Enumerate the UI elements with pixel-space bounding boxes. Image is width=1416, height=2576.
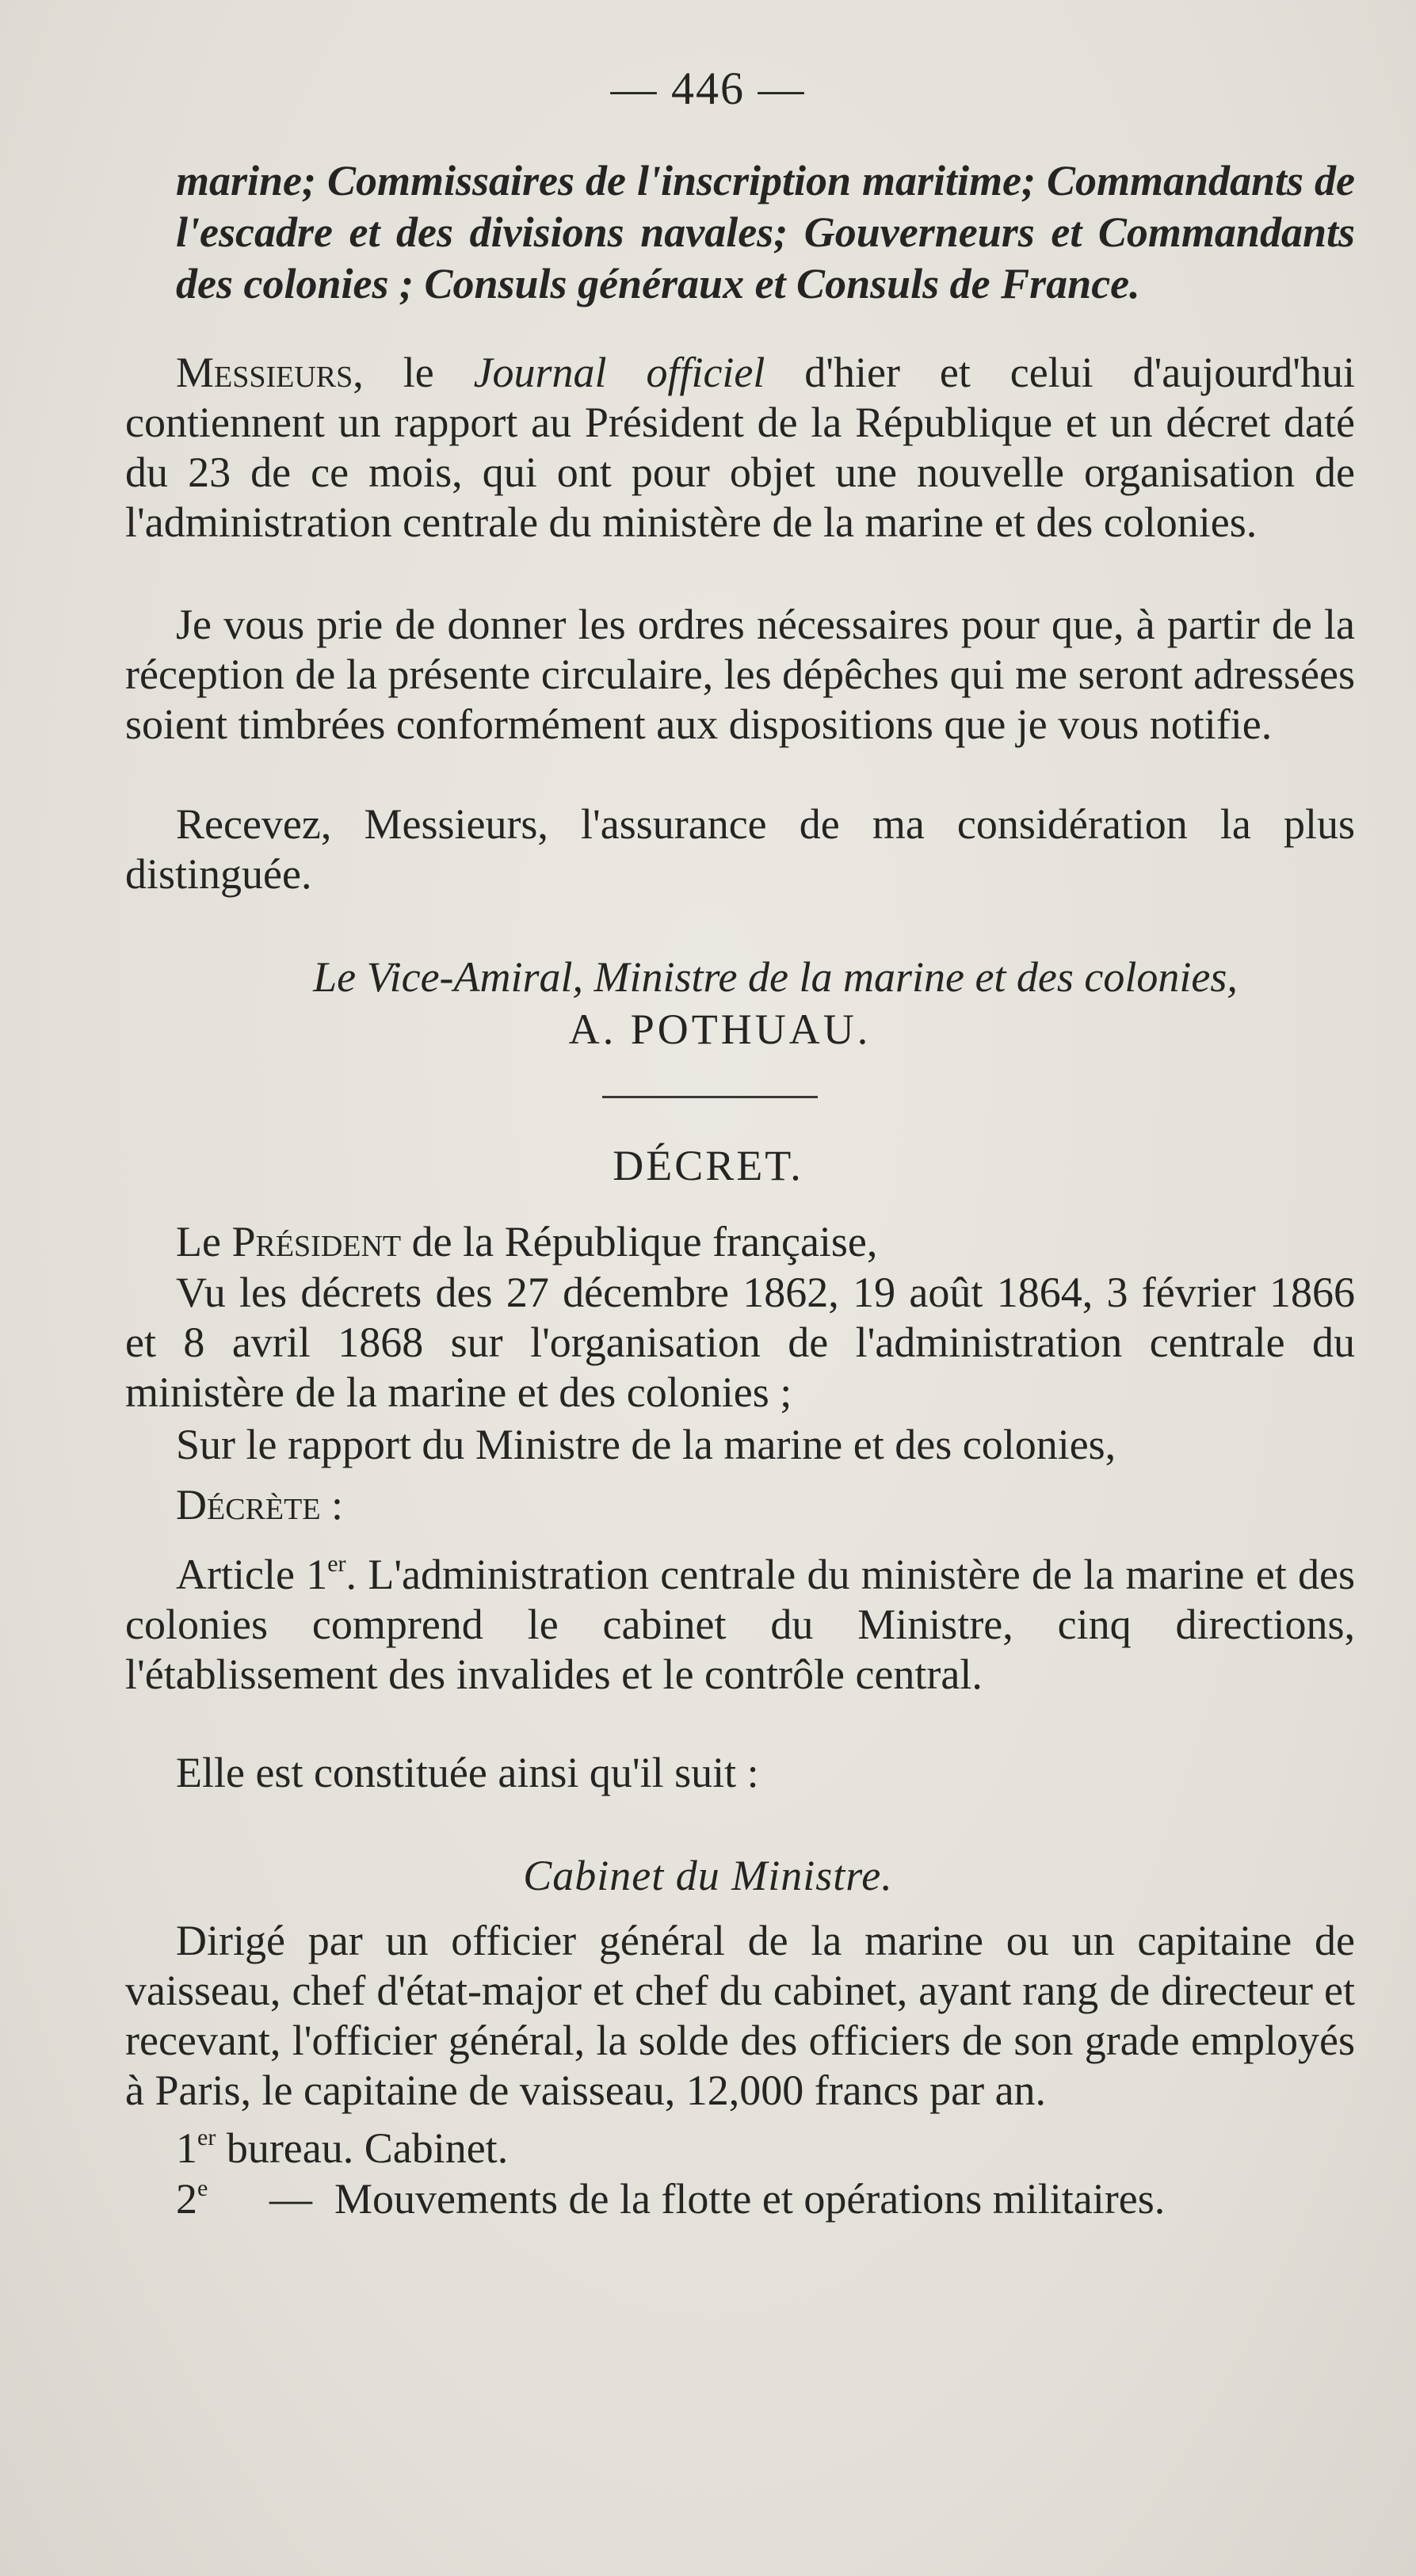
page-number: — 446 — bbox=[610, 63, 806, 114]
decree-paragraph-4: Elle est constituée ainsi qu'il suit : bbox=[176, 1749, 759, 1796]
circular-paragraph-2: Je vous prie de donner les ordres nécessaires pour que, à partir de la réception de la présente circulaire, les dépêches qui me seront adressées soient timbrées conformément aux dispositions que je vous notifie. bbox=[125, 601, 1355, 748]
article-number: Article 1 bbox=[176, 1551, 328, 1598]
signature-title: Le Vice-Amiral, Ministre de la marine et des colonies, bbox=[313, 953, 1238, 1001]
circular-paragraph-1 bbox=[125, 348, 1355, 548]
decree-decrete: Décrète : bbox=[176, 1481, 344, 1528]
president-word: Président bbox=[231, 1218, 402, 1265]
journal-title: Journal officiel bbox=[473, 349, 765, 396]
circular-paragraph-3: Recevez, Messieurs, l'assurance de ma considération la plus distinguée. bbox=[125, 800, 1355, 898]
paragraph-text: Le bbox=[176, 1218, 232, 1265]
circular-addressees: marine; Commissaires de l'inscription maritime; Commandants de l'escadre et des divisions navales; Gouverneurs et Commandants des colonies ; Consuls généraux et Consuls de France. bbox=[176, 157, 1355, 307]
paragraph-text: , le bbox=[353, 349, 474, 396]
decree-paragraph-3: Sur le rapport du Ministre de la marine et des colonies, bbox=[176, 1421, 1116, 1468]
ditto-dash: — bbox=[269, 2175, 312, 2223]
article-number-sup: er bbox=[327, 1551, 346, 1577]
decree-paragraph-2: Vu les décrets des 27 décembre 1862, 19 août 1864, 3 février 1866 et 8 avril 1868 sur l'organisation de l'administration centrale du ministère de la marine et des colonies ; bbox=[125, 1269, 1355, 1416]
article-1 bbox=[125, 1550, 1355, 1700]
paragraph-text: de la République française, bbox=[401, 1218, 878, 1265]
decree-paragraph-5: Dirigé par un officier général de la marine ou un capitaine de vaisseau, chef d'état-major et chef du cabinet, ayant rang de directeur et recevant, l'officier général, la solde des officiers de son grade employés à Paris, le capitaine de vaisseau, 12,000 francs par an. bbox=[125, 1917, 1355, 2114]
signature-name: A. POTHUAU. bbox=[568, 1006, 872, 1053]
bureau-number: 1er bbox=[176, 2124, 216, 2172]
bureau-line-1 bbox=[176, 2124, 508, 2173]
article-text: . L'administration centrale du ministère de la marine et des colonies comprend le cabinet du Ministre, cinq directions, l'établissement des invalides et le contrôle central. bbox=[125, 1551, 1355, 1698]
bureau-line-2 bbox=[176, 2174, 1165, 2224]
bureau-label: bureau. Cabinet. bbox=[226, 2124, 509, 2172]
salutation: Messieurs bbox=[176, 349, 353, 396]
paragraph-text: d'hier et celui d'aujourd'hui contiennent un rapport au Président de la République et un décret daté du 23 de ce mois, qui ont pour objet une nouvelle organisation de l'administration centrale du ministère de la marine et des colonies. bbox=[125, 349, 1355, 546]
decree-paragraph-1 bbox=[125, 1217, 1355, 1267]
decree-heading: DÉCRET. bbox=[613, 1142, 803, 1189]
bureau-number: 2e bbox=[176, 2175, 208, 2223]
cabinet-subheading: Cabinet du Ministre. bbox=[523, 1852, 893, 1899]
bureau-label: Mouvements de la flotte et opérations militaires. bbox=[334, 2175, 1166, 2223]
section-divider bbox=[602, 1096, 818, 1098]
